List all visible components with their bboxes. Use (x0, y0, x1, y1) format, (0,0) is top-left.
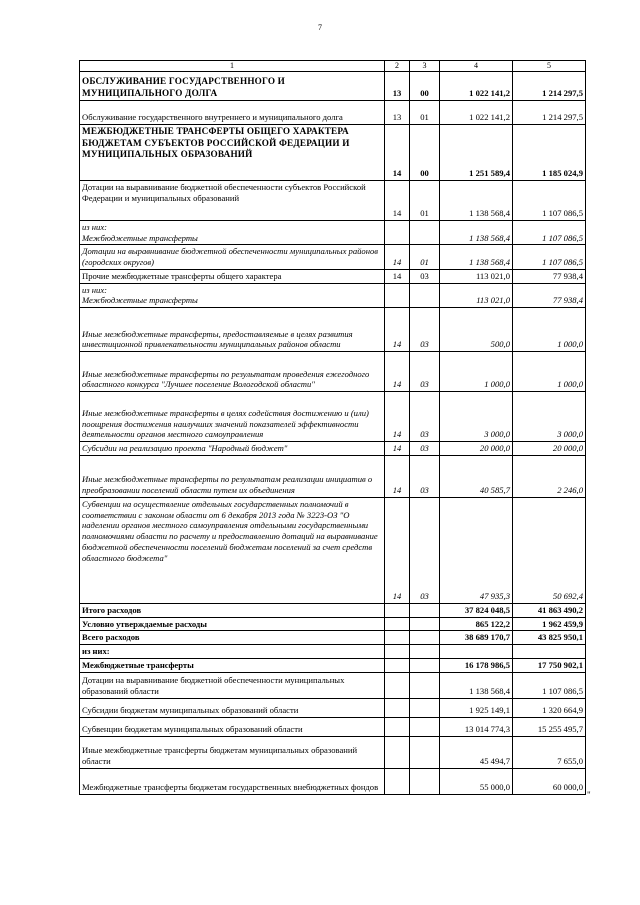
row-value-2020: 1 251 589,4 (440, 125, 513, 181)
row-subsection: 03 (410, 455, 440, 497)
row-section (385, 603, 410, 617)
row-value-2021: 1 000,0 (513, 352, 586, 392)
row-name: Итого расходов (80, 603, 385, 617)
row-name: ОБСЛУЖИВАНИЕ ГОСУДАРСТВЕННОГО И МУНИЦИПАЛЬНОГО ДОЛГА (80, 72, 385, 101)
row-section: 14 (385, 497, 410, 603)
row-value-2020: 1 138 568,4 (440, 245, 513, 269)
row-section (385, 645, 410, 659)
table-row (80, 221, 586, 245)
row-subsection: 01 (410, 181, 440, 221)
row-value-2021: 60 000,0 (513, 768, 586, 794)
row-value-2020: 1 022 141,2 (440, 72, 513, 101)
row-value-2020: 1 925 149,1 (440, 698, 513, 717)
row-section (385, 768, 410, 794)
page-number: 7 (318, 23, 322, 32)
row-subsection: 01 (410, 245, 440, 269)
row-name: Дотации на выравнивание бюджетной обеспеченности муниципальных районов (городских округов) (80, 245, 385, 269)
row-name (80, 221, 385, 245)
row-name: Межбюджетные трансферты (80, 658, 385, 672)
row-value-2021: 77 938,4 (513, 269, 586, 283)
row-section: 14 (385, 392, 410, 442)
row-subsection: 01 (410, 101, 440, 125)
row-subsection: 03 (410, 442, 440, 456)
row-value-2021: 3 000,0 (513, 392, 586, 442)
row-subsection: 03 (410, 497, 440, 603)
row-name: Иные межбюджетные трансферты по результатам проведения ежегодного областного конкурса "Лучшее поселение Вологодской области" (80, 352, 385, 392)
table-row (80, 125, 586, 181)
row-value-2020: 20 000,0 (440, 442, 513, 456)
row-section: 14 (385, 352, 410, 392)
row-value-2021: 1 185 024,9 (513, 125, 586, 181)
row-subsection (410, 736, 440, 768)
header-cell: 5 (513, 61, 586, 72)
row-name: Иные межбюджетные трансферты в целях содействия достижению и (или) поощрения достижения наилучших значений показателей эффективности деятельности органов местного самоуправления (80, 392, 385, 442)
row-subname: Межбюджетные трансферты (82, 232, 198, 243)
row-subname: Межбюджетные трансферты (82, 295, 198, 306)
row-value-2021: 50 692,4 (513, 497, 586, 603)
table-row (80, 283, 586, 307)
row-value-2020: 1 022 141,2 (440, 101, 513, 125)
row-value-2021: 43 825 950,1 (513, 631, 586, 645)
table-row (80, 497, 586, 603)
header-row (80, 61, 586, 72)
row-value-2020: 40 585,7 (440, 455, 513, 497)
row-value-2021: 1 214 297,5 (513, 101, 586, 125)
row-name: Межбюджетные трансферты бюджетам государственных внебюджетных фондов (80, 768, 385, 794)
row-value-2020: 47 935,3 (440, 497, 513, 603)
row-name: Всего расходов (80, 631, 385, 645)
row-subsection (410, 617, 440, 631)
table-row (80, 442, 586, 456)
table-row (80, 631, 586, 645)
row-section: 14 (385, 181, 410, 221)
row-section: 13 (385, 101, 410, 125)
row-name: Иные межбюджетные трансферты по результатам реализации инициатив о преобразовании поселений области путем их объединения (80, 455, 385, 497)
row-subsection (410, 603, 440, 617)
table-row (80, 645, 586, 659)
row-note: из них: (82, 284, 108, 295)
row-section (385, 221, 410, 245)
row-section: 14 (385, 442, 410, 456)
row-name: Субвенции на осуществление отдельных государственных полномочий в соответствии с законом области от 6 декабря 2013 года № 3223-ОЗ "О наделении органов местного самоуправления отдельными государственными полномочиями области по расчету и предоставлению дотаций на выравнивание бюджетной обеспеченности поселений бюджетам поселений за счет средств областного бюджета" (80, 497, 385, 603)
row-section: 14 (385, 125, 410, 181)
row-name: Обслуживание государственного внутреннего и муниципального долга (80, 101, 385, 125)
row-subsection: 03 (410, 308, 440, 352)
row-subsection (410, 221, 440, 245)
row-section: 14 (385, 308, 410, 352)
row-section: 14 (385, 455, 410, 497)
row-subsection (410, 672, 440, 698)
row-value-2020: 1 000,0 (440, 352, 513, 392)
row-value-2020: 55 000,0 (440, 768, 513, 794)
row-subsection (410, 717, 440, 736)
row-name: Субсидии бюджетам муниципальных образований области (80, 698, 385, 717)
header-cell: 3 (410, 61, 440, 72)
row-value-2021: 1 214 297,5 (513, 72, 586, 101)
table-row (80, 603, 586, 617)
row-name: из них: (80, 645, 385, 659)
table-row (80, 308, 586, 352)
row-subsection (410, 283, 440, 307)
row-section: 14 (385, 269, 410, 283)
row-value-2020: 500,0 (440, 308, 513, 352)
row-name: Иные межбюджетные трансферты бюджетам муниципальных образований области (80, 736, 385, 768)
table-row (80, 392, 586, 442)
row-section (385, 672, 410, 698)
table-row (80, 101, 586, 125)
table-row (80, 672, 586, 698)
row-value-2021: 1 107 086,5 (513, 181, 586, 221)
row-section: 13 (385, 72, 410, 101)
row-value-2021: 20 000,0 (513, 442, 586, 456)
row-section (385, 698, 410, 717)
row-value-2021: 1 107 086,5 (513, 245, 586, 269)
row-name (80, 283, 385, 307)
table-row (80, 269, 586, 283)
table-row (80, 352, 586, 392)
row-value-2020 (440, 645, 513, 659)
row-value-2021: 2 246,0 (513, 455, 586, 497)
row-value-2020: 1 138 568,4 (440, 181, 513, 221)
table-row (80, 717, 586, 736)
row-value-2020: 1 138 568,4 (440, 221, 513, 245)
header-cell: 4 (440, 61, 513, 72)
row-subsection (410, 768, 440, 794)
row-value-2020: 113 021,0 (440, 269, 513, 283)
table-row (80, 181, 586, 221)
row-value-2020: 37 824 048,5 (440, 603, 513, 617)
row-value-2021: 1 107 086,5 (513, 221, 586, 245)
header-cell: 1 (80, 61, 385, 72)
row-subsection: 03 (410, 392, 440, 442)
row-value-2021: 1 107 086,5 (513, 672, 586, 698)
row-value-2020: 16 178 986,5 (440, 658, 513, 672)
row-section (385, 617, 410, 631)
row-subsection: 03 (410, 352, 440, 392)
row-note: из них: (82, 222, 108, 232)
row-name: Дотации на выравнивание бюджетной обеспеченности муниципальных образований области (80, 672, 385, 698)
row-value-2020: 38 689 170,7 (440, 631, 513, 645)
closing-quote-mark: " (587, 790, 591, 800)
row-value-2020: 1 138 568,4 (440, 672, 513, 698)
row-name: Дотации на выравнивание бюджетной обеспеченности субъектов Российской Федерации и муниципальных образований (80, 181, 385, 221)
table-row (80, 617, 586, 631)
row-section (385, 717, 410, 736)
row-name: Субвенции бюджетам муниципальных образований области (80, 717, 385, 736)
header-cell: 2 (385, 61, 410, 72)
table-row (80, 455, 586, 497)
row-value-2021: 15 255 495,7 (513, 717, 586, 736)
row-subsection (410, 658, 440, 672)
table-row (80, 245, 586, 269)
budget-table (79, 60, 586, 795)
row-name: МЕЖБЮДЖЕТНЫЕ ТРАНСФЕРТЫ ОБЩЕГО ХАРАКТЕРА БЮДЖЕТАМ СУБЪЕКТОВ РОССИЙСКОЙ ФЕДЕРАЦИИ И МУНИЦИПАЛЬНЫХ ОБРАЗОВАНИЙ (80, 125, 385, 181)
row-subsection: 00 (410, 72, 440, 101)
row-value-2020: 865 122,2 (440, 617, 513, 631)
table-row (80, 72, 586, 101)
row-subsection (410, 631, 440, 645)
row-name: Прочие межбюджетные трансферты общего характера (80, 269, 385, 283)
row-section (385, 631, 410, 645)
row-value-2020: 13 014 774,3 (440, 717, 513, 736)
row-subsection: 03 (410, 269, 440, 283)
row-section (385, 658, 410, 672)
row-value-2021: 1 000,0 (513, 308, 586, 352)
row-value-2021: 1 320 664,9 (513, 698, 586, 717)
table-row (80, 768, 586, 794)
row-value-2021: 7 655,0 (513, 736, 586, 768)
row-value-2021: 77 938,4 (513, 283, 586, 307)
row-value-2020: 3 000,0 (440, 392, 513, 442)
row-section (385, 283, 410, 307)
row-value-2020: 113 021,0 (440, 283, 513, 307)
row-value-2021: 17 750 902,1 (513, 658, 586, 672)
row-subsection: 00 (410, 125, 440, 181)
row-value-2020: 45 494,7 (440, 736, 513, 768)
row-subsection (410, 645, 440, 659)
table-row (80, 658, 586, 672)
table-row (80, 736, 586, 768)
row-subsection (410, 698, 440, 717)
row-section (385, 736, 410, 768)
row-value-2021: 1 962 459,9 (513, 617, 586, 631)
row-name: Условно утверждаемые расходы (80, 617, 385, 631)
row-value-2021 (513, 645, 586, 659)
row-value-2021: 41 863 490,2 (513, 603, 586, 617)
row-name: Иные межбюджетные трансферты, предоставляемые в целях развития инвестиционной привлекательности муниципальных районов области (80, 308, 385, 352)
table-row (80, 698, 586, 717)
row-name: Субсидии на реализацию проекта "Народный бюджет" (80, 442, 385, 456)
row-section: 14 (385, 245, 410, 269)
